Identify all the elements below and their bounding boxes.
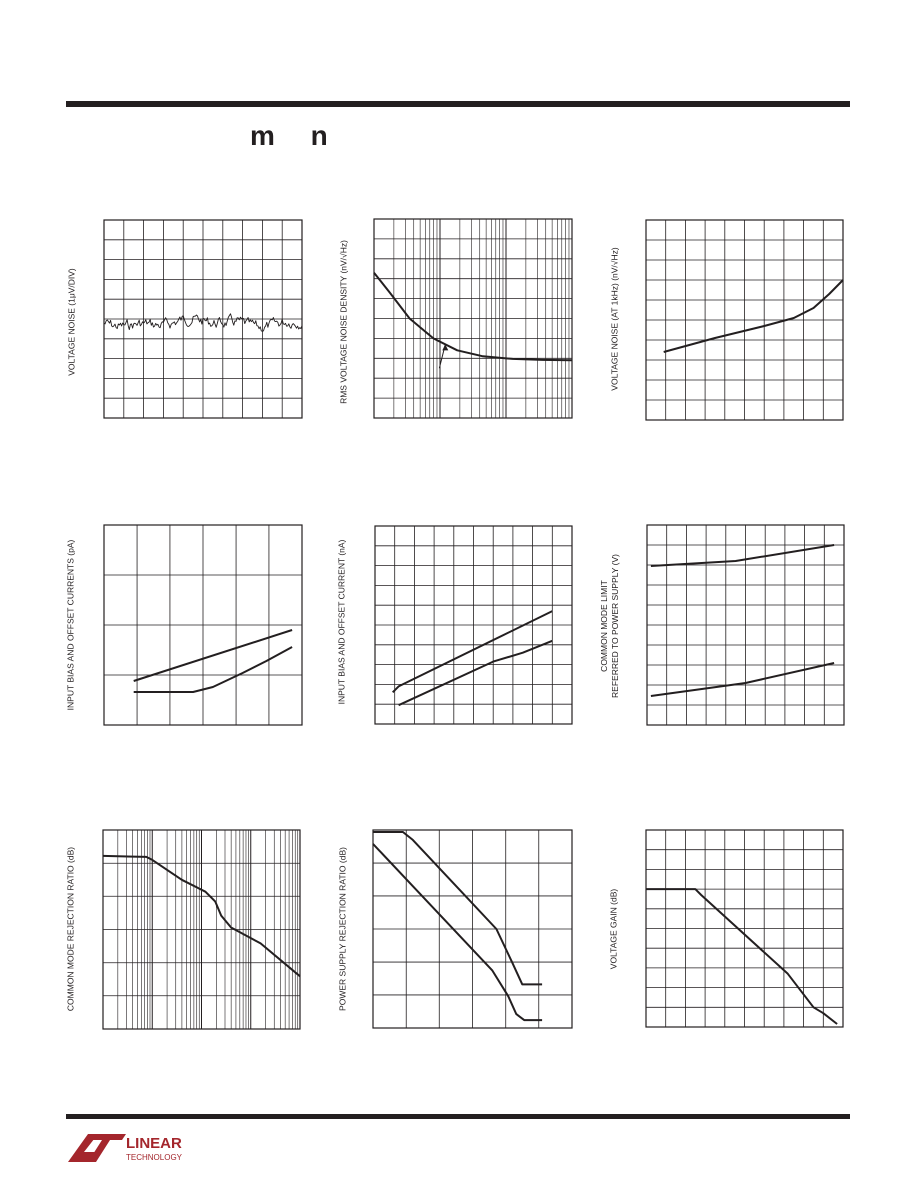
chart-8-ylabel: POWER SUPPLY REJECTION RATIO (dB) — [337, 847, 348, 1011]
chart-4-series-2 — [134, 647, 292, 692]
logo-line1: LINEAR — [126, 1135, 182, 1152]
linear-technology-logo — [66, 1130, 196, 1171]
chart-9-series-1 — [646, 889, 837, 1024]
chart-4-ylabel: INPUT BIAS AND OFFSET CURRENTS (pA) — [65, 539, 76, 711]
chart-2-ylabel: RMS VOLTAGE NOISE DENSITY (nV/√Hz) — [338, 240, 349, 404]
chart-5-series-2 — [399, 641, 553, 705]
chart-3-series-1 — [664, 280, 843, 352]
chart-9-ylabel: VOLTAGE GAIN (dB) — [608, 888, 619, 970]
chart-5-ylabel: INPUT BIAS AND OFFSET CURRENT (nA) — [336, 539, 347, 705]
chart-2-series-1 — [374, 273, 572, 361]
chart-6-ylabel: COMMON MODE LIMIT REFERRED TO POWER SUPPLY (V) — [599, 554, 620, 698]
lt-logo-mark — [66, 1130, 196, 1166]
logo-line2: TECHNOLOGY — [126, 1153, 183, 1162]
chart-1-ylabel: VOLTAGE NOISE (1μV/DIV) — [66, 268, 77, 376]
chart-8-series-1 — [373, 832, 542, 984]
chart-5-series-1 — [393, 611, 553, 692]
section-heading: m n — [250, 120, 342, 151]
chart-6-series-2 — [651, 663, 834, 696]
chart-8-series-2 — [373, 844, 542, 1020]
chart-7-ylabel: COMMON MODE REJECTION RATIO (dB) — [65, 846, 76, 1012]
chart-3-ylabel: VOLTAGE NOISE (AT 1kHz) (nV/√Hz) — [609, 247, 620, 391]
chart-4-series-1 — [134, 630, 292, 681]
bottom-rule — [66, 1114, 850, 1119]
chart-6-series-1 — [651, 545, 834, 566]
